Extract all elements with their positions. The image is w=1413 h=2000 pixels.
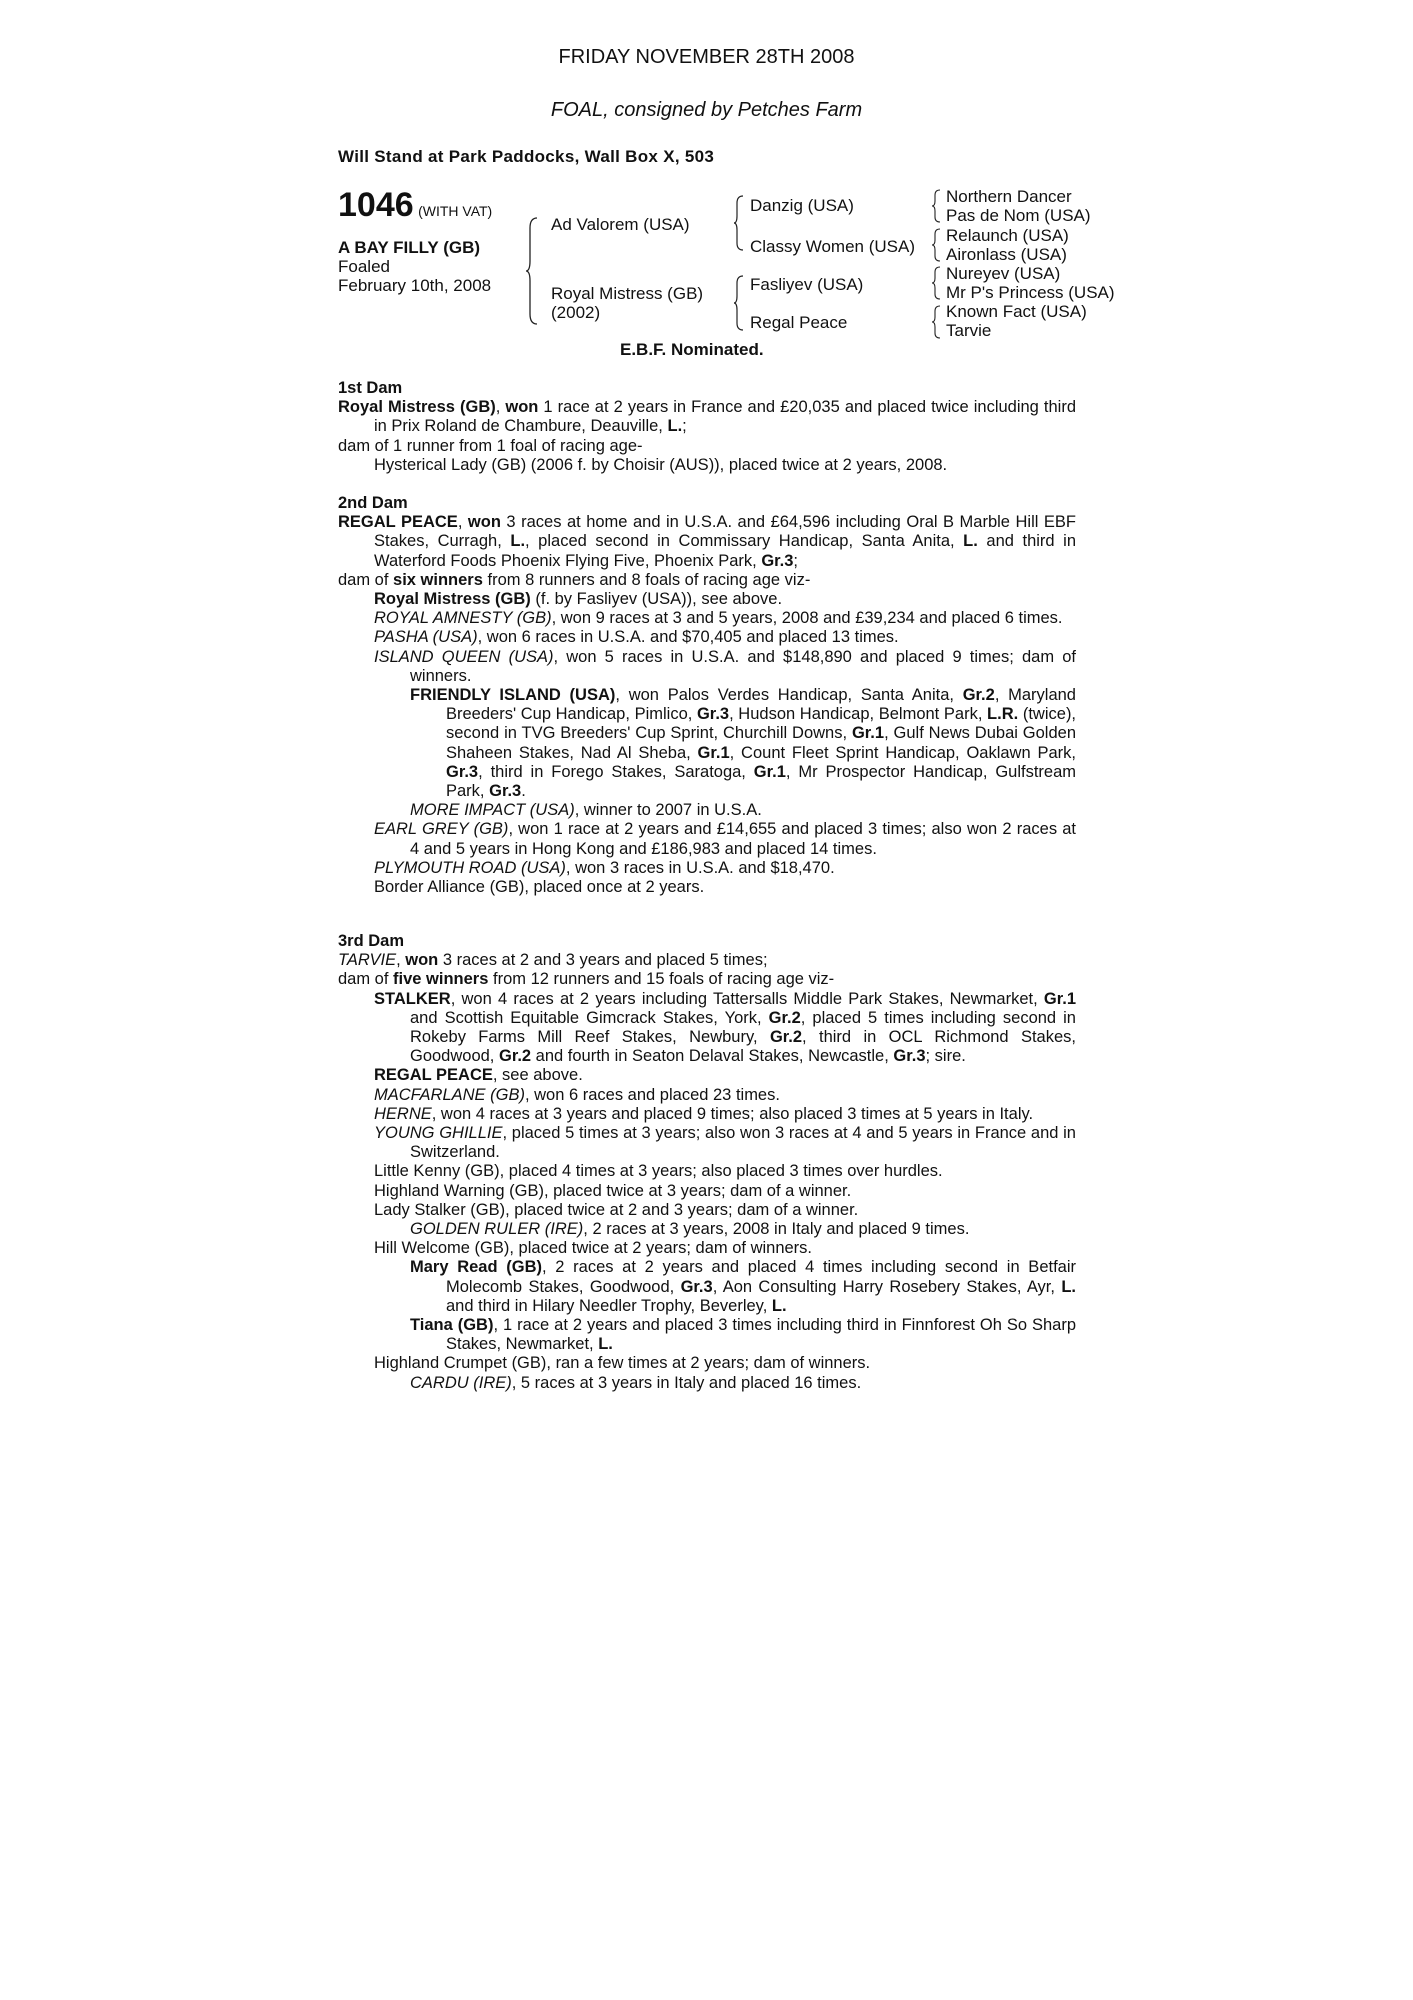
list-item: PLYMOUTH ROAD (USA), won 3 races in U.S.A. and $18,470. — [374, 858, 835, 877]
pedigree-brace-g3 — [931, 265, 941, 301]
ped-sss: Northern Dancer — [946, 187, 1072, 206]
list-item: Highland Warning (GB), placed twice at 3 years; dam of a winner. — [374, 1181, 852, 1200]
first-dam-section — [338, 379, 1076, 475]
list-item: Highland Crumpet (GB), ran a few times at 2 years; dam of winners. — [374, 1354, 871, 1373]
list-item: REGAL PEACE, see above. — [374, 1066, 583, 1085]
third-dam-heading: 3rd Dam — [338, 932, 405, 950]
first-dam-produce: dam of 1 runner from 1 foal of racing age- — [338, 436, 643, 455]
ped-ssd: Pas de Nom (USA) — [946, 206, 1091, 225]
second-dam-record: REGAL PEACE, won 3 races at home and in U.S.A. and £64,596 including Oral B Marble Hill EBF Stakes, Curragh, L., placed second in Commissary Handicap, Santa Anita, L. and third in Waterford Foods Phoenix Flying Five, Phoenix Park, Gr.3; — [338, 513, 1077, 570]
list-item: MORE IMPACT (USA), winner to 2007 in U.S.A. — [410, 801, 762, 820]
dam-dam: Regal Peace — [750, 313, 848, 332]
pedigree-brace-g1 — [931, 188, 941, 224]
list-item: FRIENDLY ISLAND (USA), won Palos Verdes Handicap, Santa Anita, Gr.2, Maryland Breeders' Cup Handicap, Pimlico, Gr.3, Hudson Handicap, Belmont Park, L.R. (twice), second in TVG Breeders' Cup Sprint, Churchill Downs, Gr.1, Gulf News Dubai Golden Shaheen Stakes, Nad Al Sheba, Gr.1, Count Fleet Sprint Handicap, Oaklawn Park, Gr.3, third in Forego Stakes, Saratoga, Gr.1, Mr Prospector Handicap, Gulfstream Park, Gr.3. — [410, 686, 1077, 801]
list-item: GOLDEN RULER (IRE), 2 races at 3 years, 2008 in Italy and placed 9 times. — [410, 1220, 970, 1239]
second-dam-produce: dam of six winners from 8 runners and 8 foals of racing age viz- — [338, 570, 811, 589]
pedigree-brace-sire — [733, 194, 745, 252]
first-dam-foal: Hysterical Lady (GB) (2006 f. by Choisir (AUS)), placed twice at 2 years, 2008. — [374, 455, 948, 474]
list-item: Tiana (GB), 1 race at 2 years and placed 3 times including third in Finnforest Oh So Sharp Stakes, Newmarket, L. — [410, 1316, 1076, 1354]
list-item: PASHA (USA), won 6 races in U.S.A. and $70,405 and placed 13 times. — [374, 628, 899, 647]
dam-sire: Fasliyev (USA) — [750, 275, 864, 294]
ped-dsd: Mr P's Princess (USA) — [946, 283, 1115, 302]
foaled-label: Foaled — [338, 257, 390, 276]
sire: Ad Valorem (USA) — [551, 215, 690, 234]
foaled-date: February 10th, 2008 — [338, 276, 492, 295]
third-dam-section — [338, 932, 1076, 1393]
third-dam-produce: dam of five winners from 12 runners and 15 foals of racing age viz- — [338, 970, 835, 989]
sale-date: FRIDAY NOVEMBER 28TH 2008 — [558, 46, 855, 68]
sire-dam: Classy Women (USA) — [750, 237, 915, 256]
ped-dds: Known Fact (USA) — [946, 302, 1087, 321]
vat-label: (WITH VAT) — [418, 203, 493, 219]
list-item: ROYAL AMNESTY (GB), won 9 races at 3 and 5 years, 2008 and £39,234 and placed 6 times. — [374, 609, 1063, 628]
lot-header — [338, 186, 492, 225]
lot-description: A BAY FILLY (GB) — [338, 238, 481, 257]
consignment-line: FOAL, consigned by Petches Farm — [550, 99, 863, 121]
ped-ddd: Tarvie — [946, 321, 992, 340]
list-item: Royal Mistress (GB) (f. by Fasliyev (USA)), see above. — [374, 590, 783, 609]
list-item: CARDU (IRE), 5 races at 3 years in Italy and placed 16 times. — [410, 1373, 862, 1392]
stand-location: Will Stand at Park Paddocks, Wall Box X, 503 — [338, 147, 715, 166]
list-item: Lady Stalker (GB), placed twice at 2 and 3 years; dam of a winner. — [374, 1200, 859, 1219]
list-item: EARL GREY (GB), won 1 race at 2 years and £14,655 and placed 3 times; also won 2 races at 4 and 5 years in Hong Kong and £186,983 and placed 14 times. — [374, 820, 1076, 858]
ped-sdd: Aironlass (USA) — [946, 245, 1067, 264]
ped-sds: Relaunch (USA) — [946, 226, 1069, 245]
first-dam-record: Royal Mistress (GB), won 1 race at 2 years in France and £20,035 and placed twice including third in Prix Roland de Chambure, Deauville, L.; — [338, 398, 1077, 436]
first-dam-heading: 1st Dam — [338, 379, 403, 397]
sire-sire: Danzig (USA) — [750, 196, 854, 215]
list-item: STALKER, won 4 races at 2 years including Tattersalls Middle Park Stakes, Newmarket, Gr.1 and Scottish Equitable Gimcrack Stakes, York, Gr.2, placed 5 times including second in Rokeby Farms Mill Reef Stakes, Newbury, Gr.2, third in OCL Richmond Stakes, Goodwood, Gr.2 and fourth in Seaton Delaval Stakes, Newcastle, Gr.3; sire. — [374, 989, 1076, 1066]
dam-year: (2002) — [551, 303, 601, 322]
pedigree-brace-main — [525, 216, 539, 326]
list-item: MACFARLANE (GB), won 6 races and placed 23 times. — [374, 1085, 780, 1104]
list-item: Border Alliance (GB), placed once at 2 years. — [374, 878, 705, 897]
list-item: HERNE, won 4 races at 3 years and placed 9 times; also placed 3 times at 5 years in Italy. — [374, 1104, 1034, 1123]
pedigree-brace-g2 — [931, 227, 941, 263]
ped-dss: Nureyev (USA) — [946, 264, 1061, 283]
dam: Royal Mistress (GB) — [551, 284, 704, 303]
second-dam-section — [338, 494, 1076, 897]
list-item: Little Kenny (GB), placed 4 times at 3 years; also placed 3 times over hurdles. — [374, 1162, 943, 1181]
third-dam-record: TARVIE, won 3 races at 2 and 3 years and placed 5 times; — [338, 951, 768, 970]
list-item: ISLAND QUEEN (USA), won 5 races in U.S.A. and $148,890 and placed 9 times; dam of winners. — [374, 647, 1076, 685]
list-item: Hill Welcome (GB), placed twice at 2 years; dam of winners. — [374, 1239, 813, 1258]
pedigree-brace-g4 — [931, 304, 941, 340]
list-item: Mary Read (GB), 2 races at 2 years and placed 4 times including second in Betfair Molecomb Stakes, Goodwood, Gr.3, Aon Consulting Harry Rosebery Stakes, Ayr, L. and third in Hilary Needler Trophy, Beverley, L. — [410, 1258, 1076, 1315]
lot-number: 1046 — [338, 186, 414, 224]
pedigree-brace-dam — [733, 274, 745, 332]
second-dam-heading: 2nd Dam — [338, 494, 408, 512]
ebf-nominated: E.B.F. Nominated. — [620, 340, 764, 359]
list-item: YOUNG GHILLIE, placed 5 times at 3 years; also won 3 races at 4 and 5 years in France and in Switzerland. — [374, 1124, 1076, 1162]
